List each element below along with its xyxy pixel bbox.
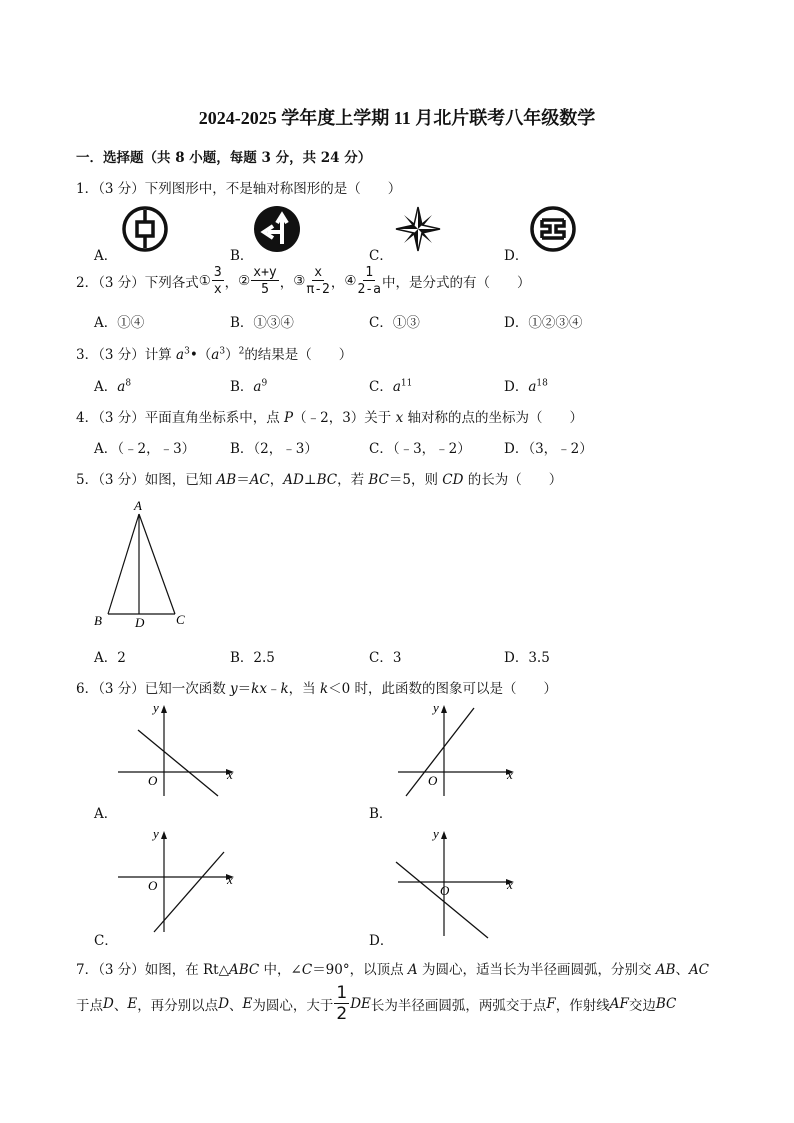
- q7-d: D: [103, 996, 114, 1012]
- q4-axis: x: [395, 410, 404, 426]
- q2-fraction-1-num: 3: [213, 265, 222, 280]
- q7-l2-center: 为圆心，大于: [252, 998, 334, 1014]
- q6-eq: ＝: [237, 681, 252, 697]
- q3-option-c-label: C．: [369, 379, 393, 395]
- graph-a-y-label: y: [153, 700, 159, 715]
- question-7-line-2: [76, 985, 676, 1023]
- graph-c-y-label: y: [153, 826, 159, 841]
- graph-a-origin: O: [148, 773, 158, 788]
- question-4-stem: [76, 406, 583, 426]
- q7-de: DE: [350, 996, 371, 1012]
- q1-option-d[interactable]: D．: [504, 248, 529, 264]
- graph-b-origin: O: [428, 773, 438, 788]
- question-7-line-1: [76, 958, 709, 978]
- q6-y: y: [230, 681, 238, 697]
- q3-exp-2: 2: [238, 346, 245, 357]
- q3-option-d-base: a: [528, 379, 537, 395]
- q5-if: ，若: [337, 472, 369, 488]
- page-title: 2024-2025 学年度上学期 11 月北片联考八年级数学: [198, 108, 596, 128]
- q1-option-b[interactable]: B．: [230, 248, 254, 264]
- q3-base-2: a: [211, 347, 220, 363]
- q2-suffix: 中，是分式的有（ ）: [381, 275, 531, 291]
- q6-option-d[interactable]: D．: [369, 933, 394, 949]
- graph-b: [392, 700, 522, 800]
- q6-x: x: [259, 681, 267, 697]
- graph-a: [112, 700, 242, 800]
- q5-option-c[interactable]: C．3: [369, 650, 402, 666]
- q6-k-2: k: [280, 681, 289, 697]
- q6-minus: ﹣: [266, 681, 281, 697]
- q4-option-d[interactable]: D．（3，﹣2）: [504, 441, 593, 457]
- q2-fraction-2-num: x+y: [253, 265, 277, 280]
- question-1-stem: 1．（3 分）下列图形中，不是轴对称图形的是（ ）: [76, 181, 402, 197]
- q7-half-num: 1: [336, 983, 348, 1003]
- q2-mark-2: ②: [238, 273, 251, 289]
- q5-cd: CD: [442, 472, 464, 488]
- graph-d-origin: O: [440, 883, 450, 898]
- q7-bc: BC: [655, 996, 677, 1012]
- q3-option-a[interactable]: [94, 375, 131, 395]
- q3-pre: 3．（3 分）计算: [76, 347, 177, 363]
- q1-option-a[interactable]: A．: [94, 248, 118, 264]
- q2-fraction-3-den: π-2: [306, 282, 330, 297]
- q5-option-b[interactable]: B．2.5: [230, 650, 275, 666]
- q7-e: E: [127, 996, 138, 1012]
- q6-option-a[interactable]: A．: [94, 806, 118, 822]
- q5-post: 的长为（ ）: [463, 472, 563, 488]
- q2-option-b[interactable]: B．①③④: [230, 315, 294, 331]
- graph-c-origin: O: [148, 878, 158, 893]
- q7-half-fraction: [334, 985, 349, 1023]
- q7-ab: AB: [655, 962, 676, 978]
- vertex-b-label: B: [94, 613, 102, 628]
- q5-option-a[interactable]: A．2: [94, 650, 126, 666]
- q5-ac: AC: [249, 472, 270, 488]
- triangle-figure: [90, 498, 200, 633]
- graph-c-x-label: x: [227, 872, 233, 887]
- q7-e-2: E: [242, 996, 253, 1012]
- q4-mid: （﹣2，3）关于: [293, 410, 396, 426]
- q5-pre: 5．（3 分）如图，已知: [76, 472, 217, 488]
- q5-perp: ⊥: [303, 472, 317, 488]
- q3-base: a: [176, 347, 185, 363]
- q7-l2-pre: 于点: [76, 998, 103, 1014]
- q4-option-b[interactable]: B．（2，﹣3）: [230, 441, 318, 457]
- q3-option-d-label: D．: [504, 379, 529, 395]
- q2-mark-1: ①: [198, 273, 211, 289]
- q7-l2-meet: 交边: [628, 998, 656, 1014]
- q2-fraction-3-num: x: [314, 265, 323, 280]
- q7-pre: 7．（3 分）如图，在 Rt△: [76, 962, 229, 978]
- q2-prefix: 2．（3 分）下列各式: [76, 275, 199, 291]
- q2-mark-4: ④: [344, 273, 357, 289]
- q3-post: 的结果是（ ）: [244, 347, 353, 363]
- q7-abc: ABC: [228, 962, 260, 978]
- q2-fraction-2-den: 5: [261, 282, 269, 297]
- q2-mark-3: ③: [293, 273, 306, 289]
- q6-cond: ＜0 时，此函数的图象可以是（ ）: [328, 681, 558, 697]
- q5-ab: AB: [216, 472, 237, 488]
- graph-a-x-label: x: [227, 767, 233, 782]
- q5-option-d[interactable]: D．3.5: [504, 650, 550, 666]
- symbol-a-icon: [120, 204, 170, 254]
- q7-l2-ray: ，作射线: [555, 998, 610, 1014]
- q2-option-a[interactable]: A．①④: [94, 315, 145, 331]
- q3-exp-3b: 3: [219, 346, 226, 357]
- q6-k: k: [251, 681, 260, 697]
- vertex-d-label: D: [135, 615, 145, 630]
- q7-af: AF: [609, 996, 629, 1012]
- q6-pre: 6．（3 分）已知一次函数: [76, 681, 231, 697]
- q6-k-3: k: [319, 681, 329, 697]
- q7-deg: ＝90°，以顶点: [312, 962, 408, 978]
- q2-fraction-4-den: 2-a: [357, 282, 381, 297]
- q6-option-c[interactable]: C．: [94, 933, 118, 949]
- graph-d: [392, 826, 522, 941]
- q5-comma: ，: [269, 472, 284, 488]
- question-2-stem: [76, 266, 530, 296]
- q7-dun: 、: [675, 962, 689, 978]
- q7-ac: AC: [688, 962, 710, 978]
- q3-option-b-exp: 9: [261, 378, 268, 389]
- q3-option-a-exp: 8: [125, 378, 132, 389]
- q6-option-b[interactable]: B．: [369, 806, 393, 822]
- q5-ad: AD: [283, 472, 304, 488]
- q2-separator: ，: [224, 275, 239, 291]
- q4-point: P: [284, 410, 294, 426]
- q7-d-2: D: [218, 996, 230, 1012]
- q7-l2-post: 长为半径画圆弧，两弧交于点: [370, 998, 547, 1014]
- q5-bc-2: BC: [368, 472, 389, 488]
- graph-c: [112, 826, 242, 936]
- graph-d-y-label: y: [433, 826, 439, 841]
- q2-fraction-4-num: 1: [365, 265, 374, 280]
- q7-f: F: [546, 996, 556, 1012]
- q7-dun-3: 、: [229, 998, 243, 1014]
- q5-eq-2: ＝5，则: [388, 472, 443, 488]
- q3-exp-3: 3: [184, 346, 190, 357]
- graph-b-x-label: x: [507, 767, 513, 782]
- q2-option-c[interactable]: C．①③: [369, 315, 420, 331]
- question-3-stem: 3．（3 分）计算 $a^3•(a^3)^2$的结果是（ ）: [76, 346, 353, 363]
- q7-l2-mid: ，再分别以点: [137, 998, 219, 1014]
- q2-fraction-1-den: x: [213, 282, 222, 297]
- vertex-c-label: C: [176, 612, 185, 627]
- q7-l1-post: 为圆心，适当长为半径画圆弧，分别交: [417, 962, 656, 978]
- q2-option-d[interactable]: D．①②③④: [504, 315, 583, 331]
- bank-logo-icon: [528, 204, 578, 254]
- section-heading: 一．选择题（共 8 小题，每题 3 分，共 24 分）: [76, 150, 372, 166]
- q2-separator: ，: [330, 275, 345, 291]
- q3-option-b-label: B．: [230, 379, 254, 395]
- q3-option-d[interactable]: [504, 375, 548, 395]
- q7-a: A: [407, 962, 418, 978]
- q4-option-c[interactable]: C．（﹣3，﹣2）: [369, 441, 471, 457]
- q3-mid: •（: [189, 347, 212, 363]
- q5-eq: ＝: [236, 472, 250, 488]
- question-6-stem: [76, 677, 557, 697]
- compass-star-icon: [393, 204, 443, 254]
- q2-separator: ，: [279, 275, 294, 291]
- q2-fraction-4: [357, 266, 380, 296]
- q3-option-a-base: a: [117, 379, 126, 395]
- q2-fraction-2: [251, 266, 278, 296]
- q3-option-b-base: a: [253, 379, 262, 395]
- q6-when: ，当: [288, 681, 320, 697]
- q3-option-c-base: a: [392, 379, 401, 395]
- turn-sign-icon: [252, 204, 302, 254]
- q4-pre: 4．（3 分）平面直角坐标系中，点: [76, 410, 285, 426]
- q2-fraction-1: [212, 266, 224, 296]
- q3-option-a-label: A．: [94, 379, 118, 395]
- question-5-stem: [76, 468, 562, 488]
- q2-fraction-3: [306, 266, 329, 296]
- vertex-a-label: A: [134, 498, 142, 513]
- q1-option-c[interactable]: C．: [369, 248, 393, 264]
- graph-b-y-label: y: [433, 700, 439, 715]
- q7-angle: 中，∠: [259, 962, 302, 978]
- q3-option-d-exp: 18: [536, 378, 548, 389]
- q7-half-den: 2: [336, 1004, 348, 1024]
- q4-option-a[interactable]: A．（﹣2，﹣3）: [94, 441, 196, 457]
- q7-c: C: [301, 962, 313, 978]
- q7-dun-2: 、: [113, 998, 128, 1014]
- q4-post: 轴对称的点的坐标为（ ）: [403, 410, 584, 426]
- q3-option-c-exp: 11: [400, 378, 413, 389]
- q3-option-c[interactable]: [369, 375, 412, 395]
- q3-option-b[interactable]: [230, 375, 267, 395]
- q5-bc: BC: [316, 472, 338, 488]
- graph-d-x-label: x: [507, 877, 513, 892]
